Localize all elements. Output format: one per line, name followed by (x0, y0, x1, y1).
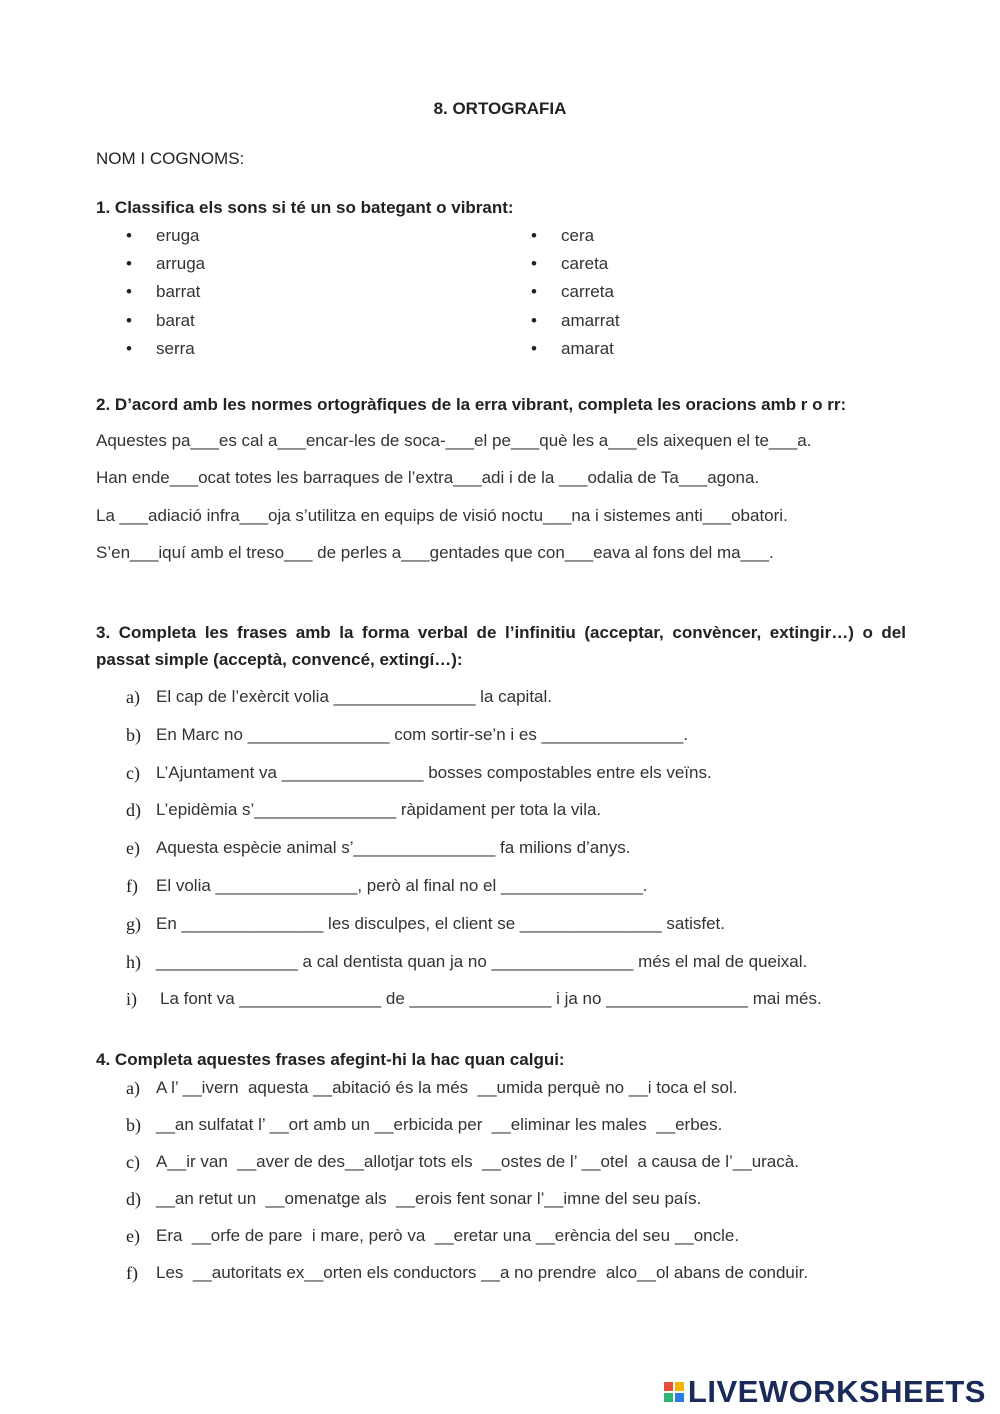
exercise-sentence: Era __orfe de pare i mare, però va __eretar una __erència del seu __oncle. (156, 1226, 740, 1245)
bullet-item (531, 226, 594, 246)
bullet-icon: • (126, 310, 132, 330)
item-marker: d) (126, 1189, 141, 1209)
exercise-sentence: El volia _______________, però al final no el _______________. (156, 876, 648, 895)
bullet-icon: • (126, 282, 132, 302)
exercise-sentence: El cap de l’exèrcit volia _______________ la capital. (156, 687, 552, 706)
logo-grid-icon (664, 1382, 684, 1402)
exercise-line: La ___adiació infra___oja s’utilitza en equips de visió noctu___na i sistemes anti___obatori. (96, 505, 788, 525)
bullet-item (126, 226, 199, 246)
bullet-item (126, 339, 195, 359)
section4-number: 4. (96, 1050, 111, 1069)
item-marker: e) (126, 1226, 140, 1246)
bullet-word: eruga (156, 226, 200, 245)
bullet-item (126, 254, 205, 274)
section1-heading-text: Classifica els sons si té un so bategant o vibrant: (114, 198, 514, 217)
bullet-item (531, 339, 614, 359)
item-marker: c) (126, 762, 140, 783)
exercise-line: S’en___iquí amb el treso___ de perles a___gentades que con___eava al fons del ma___. (96, 542, 774, 562)
bullet-icon: • (531, 226, 537, 245)
item-marker: b) (126, 1115, 141, 1135)
bullet-word: cera (561, 226, 595, 245)
section3-number: 3. (96, 623, 111, 642)
section1-number: 1. (96, 198, 111, 217)
liveworksheets-logo (664, 1374, 986, 1410)
bullet-word: arruga (156, 254, 206, 274)
exercise-sentence: En _______________ les disculpes, el client se _______________ satisfet. (156, 913, 725, 933)
item-marker: i) (126, 989, 137, 1010)
exercise-sentence: __an sulfatat l’ __ort amb un __erbicida per __eliminar les males __erbes. (156, 1115, 723, 1134)
exercise-line: Han ende___ocat totes les barraques de l’extra___adi i de la ___odalia de Ta___agona. (96, 468, 760, 488)
item-marker: c) (126, 1152, 140, 1172)
exercise-sentence: __an retut un __omenatge als __erois fent sonar l’__imne del seu país. (156, 1189, 702, 1208)
bullet-word: amarrat (561, 310, 620, 330)
exercise-sentence: La font va _______________ de _______________ i ja no _______________ mai més. (160, 989, 822, 1009)
section4-heading (96, 1050, 565, 1070)
item-marker: g) (126, 913, 141, 934)
item-marker: f) (126, 1263, 138, 1283)
bullet-word: serra (156, 338, 195, 358)
exercise-sentence: L’Ajuntament va _______________ bosses compostables entre els veïns. (156, 762, 712, 782)
bullet-item (126, 282, 200, 302)
exercise-sentence: _______________ a cal dentista quan ja no _______________ més el mal de queixal. (156, 951, 808, 971)
section2-number: 2. (96, 395, 111, 414)
section2-heading (96, 395, 846, 415)
bullet-icon: • (531, 310, 537, 330)
item-marker: f) (126, 876, 138, 896)
exercise-line: Aquestes pa___es cal a___encar-les de soca-___el pe___què les a___els aixequen el te___a. (96, 431, 812, 450)
item-marker: d) (126, 800, 141, 821)
bullet-word: amarat (561, 338, 614, 358)
bullet-item (531, 254, 608, 274)
bullet-item (531, 311, 620, 331)
item-marker: a) (126, 1078, 140, 1098)
bullet-item (531, 282, 614, 302)
page-title: 8. ORTOGRAFIA (433, 99, 567, 118)
exercise-sentence: Aquesta espècie animal s’_______________ fa milions d’anys. (156, 838, 631, 858)
exercise-sentence: A l’ __ivern aquesta __abitació és la més __umida perquè no __i toca el sol. (156, 1078, 738, 1097)
item-marker: b) (126, 724, 141, 745)
name-label: NOM I COGNOMS: (96, 149, 245, 168)
item-marker: h) (126, 951, 141, 972)
bullet-icon: • (531, 338, 537, 358)
item-marker: e) (126, 838, 140, 859)
exercise-sentence: En Marc no _______________ com sortir-se’n i es _______________. (156, 724, 689, 744)
item-marker: a) (126, 687, 140, 707)
logo-text: LIVEWORKSHEETS (687, 1374, 986, 1409)
bullet-icon: • (531, 254, 537, 274)
bullet-word: barat (156, 310, 195, 330)
exercise-sentence: A__ir van __aver de des__allotjar tots els __ostes de l’ __otel a causa de l’__uracà. (156, 1152, 799, 1171)
bullet-word: careta (561, 254, 609, 274)
section1-heading (96, 198, 514, 218)
bullet-word: carreta (561, 282, 614, 302)
bullet-icon: • (531, 282, 537, 302)
section2-heading-text: D’acord amb les normes ortogràfiques de la erra vibrant, completa les oracions amb r o rr: (114, 395, 847, 414)
section3-heading (96, 619, 906, 673)
exercise-sentence: L’epidèmia s’_______________ ràpidament per tota la vila. (156, 800, 602, 820)
bullet-word: barrat (156, 282, 201, 302)
bullet-icon: • (126, 254, 132, 274)
exercise-sentence: Les __autoritats ex__orten els conductors __a no prendre alco__ol abans de conduir. (156, 1263, 809, 1282)
section3-heading-text: Completa les frases amb la forma verbal de l’infinitiu (acceptar, convèncer, extingir…) o del passat simple (acceptà, convencé, extingí…): (96, 623, 906, 669)
bullet-icon: • (126, 338, 132, 358)
bullet-item (126, 311, 195, 331)
bullet-icon: • (126, 226, 132, 245)
section4-heading-text: Completa aquestes frases afegint-hi la hac quan calgui: (114, 1050, 565, 1069)
